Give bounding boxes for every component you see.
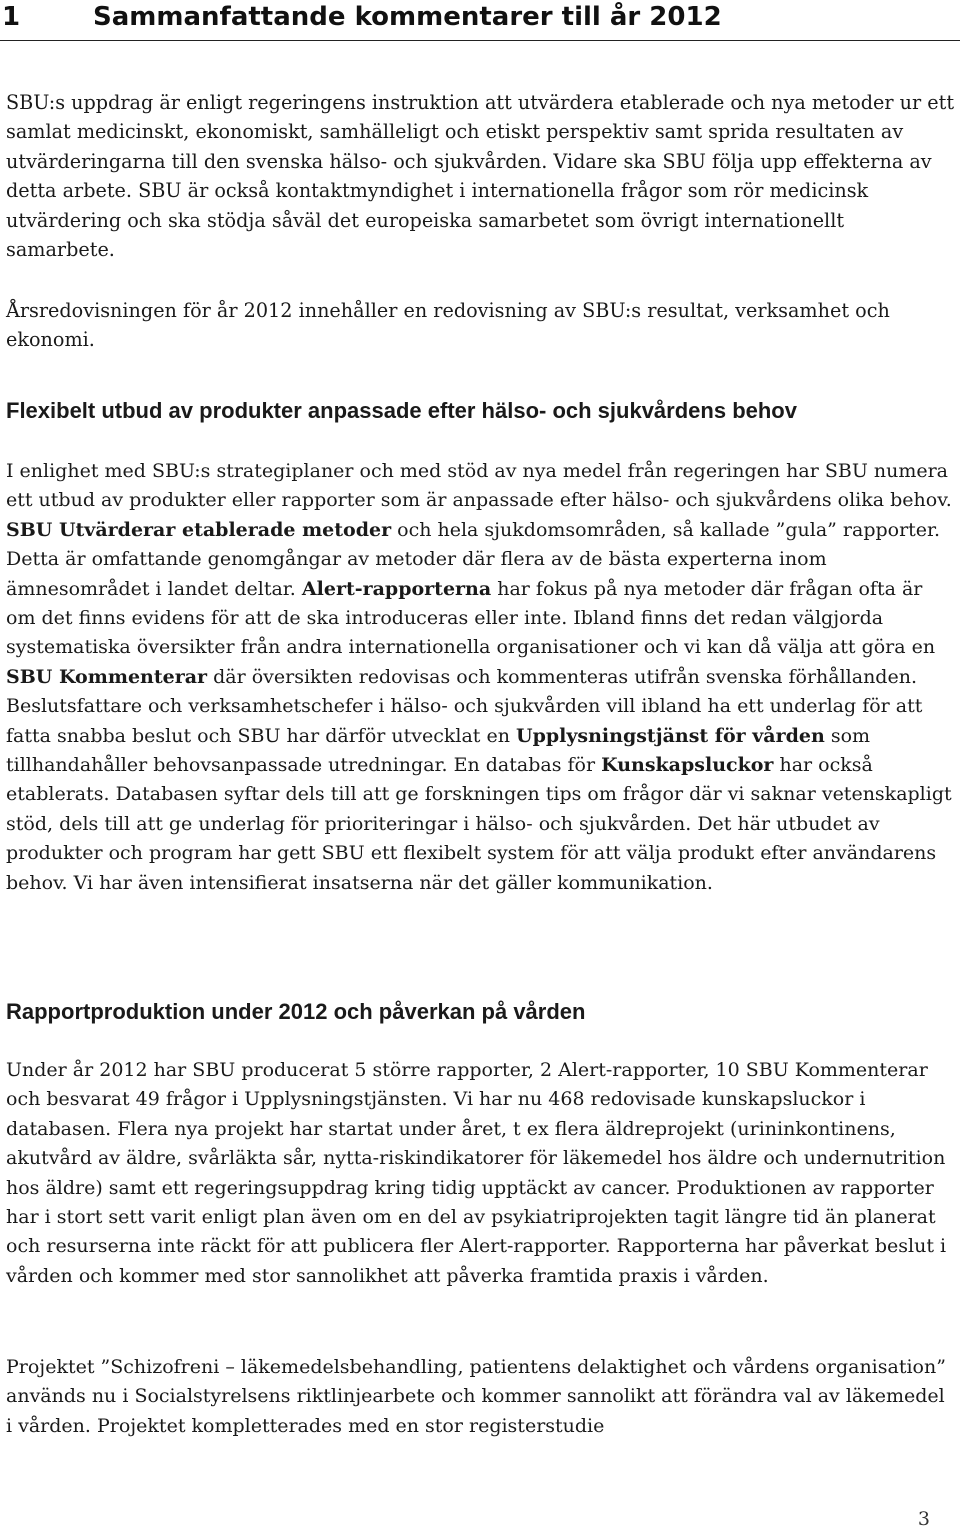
section-heading-reports: Rapportproduktion under 2012 och påverkan på vården [6, 999, 586, 1024]
intro-paragraph-1: SBU:s uppdrag är enligt regeringens instruktion att utvärdera etablerade och nya metoder ur ett samlat medicinskt, ekonomiskt, samhälleligt och etiskt perspektiv samt sprida resultaten av utvärderingarna till den svenska hälso- och sjukvården. Vidare ska SBU följa upp effekterna av detta arbete. SBU är också kontaktmyndighet i internationella frågor som rör medicinsk utvärdering och ska stödja såväl det europeiska samarbetet som övrigt internationellt samarbete. [6, 91, 955, 262]
reports-paragraph-2: Projektet ”Schizofreni – läkemedelsbehandling, patientens delaktighet och vårdens organisation” används nu i Socialstyrelsens riktlinjearbete och kommer sannolikt att förändra val av läkemedel i vården. Projektet kompletterades med en stor registerstudie [6, 1356, 946, 1437]
products-bold-kunskapsluckor: Kunskapsluckor [601, 754, 774, 777]
page-number: 3 [917, 1508, 930, 1530]
products-text-1: I enlighet med SBU:s strategiplaner och med stöd av nya medel från regeringen har SBU numera ett utbud av produkter eller rapporter som är anpassade efter hälso- och sjukvårdens olika behov. [6, 460, 952, 512]
products-text-5: som tillhandahåller behovsanpassade utredningar. En databas för [6, 724, 871, 777]
products-paragraph [6, 457, 956, 898]
products-text-2: och hela sjukdomsområden, så kallade ”gula” rapporter. Detta är omfattande genomgångar av metoder där flera av de bästa experterna inom ämnesområdet i landet deltar. [6, 518, 941, 600]
products-text-6: har också etablerats. Databasen syftar dels till att ge forskningen tips om frågor där vi saknar vetenskapligt stöd, dels till att ge underlag för prioriteringar i hälso- och sjukvården. Det här utbudet av produkter och program har gett SBU ett flexibelt system för att välja produkt efter användarens behov. Vi har även intensifierat insatserna när det gäller kommunikation. [6, 754, 952, 894]
products-text-3: har fokus på nya metoder där frågan ofta är om det finns evidens för att de ska introduceras eller inte. Ibland finns det redan välgjorda systematiska översikter från andra internationella organisationer och vi kan då välja att göra en [6, 577, 936, 659]
products-bold-kommenterar: SBU Kommenterar [6, 665, 208, 688]
intro-paragraph-2: Årsredovisningen för år 2012 innehåller en redovisning av SBU:s resultat, verksamhet och ekonomi. [6, 299, 890, 352]
products-bold-upplysningstjanst: Upplysningstjänst för vården [516, 724, 825, 747]
chapter-number: 1 [2, 2, 21, 32]
chapter-title: Sammanfattande kommentarer till år 2012 [93, 2, 722, 32]
reports-paragraph-1: Under år 2012 har SBU producerat 5 större rapporter, 2 Alert-rapporter, 10 SBU Kommenterar och besvarat 49 frågor i Upplysningstjänsten. Vi har nu 468 redovisade kunskapsluckor i databasen. Flera nya projekt har startat under året, t ex flera äldreprojekt (urininkontinens, akutvård av äldre, svårläkta sår, nytta-riskindikatorer för läkemedel hos äldre och undernutrition hos äldre) samt ett regeringsuppdrag kring tidig upptäckt av cancer. Produktionen av rapporter har i stort sett varit enligt plan även om en del av psykiatriprojekten tagit längre tid än planerat och resurserna inte räckt för att publicera fler Alert-rapporter. Rapporterna har påverkat beslut i vården och kommer med stor sannolikhet att påverka framtida praxis i vården. [6, 1059, 947, 1287]
products-text-4: där översikten redovisas och kommenteras utifrån svenska förhållanden. Beslutsfattare och verksamhetschefer i hälso- och sjukvården vill ibland ha ett underlag för att fatta snabba beslut och SBU har därför utvecklat en [6, 665, 923, 747]
chapter-heading [0, 0, 960, 41]
products-bold-utvarderar: SBU Utvärderar etablerade metoder [6, 518, 392, 541]
section-heading-products: Flexibelt utbud av produkter anpassade efter hälso- och sjukvårdens behov [6, 398, 797, 423]
products-bold-alert: Alert-rapporterna [301, 577, 492, 600]
